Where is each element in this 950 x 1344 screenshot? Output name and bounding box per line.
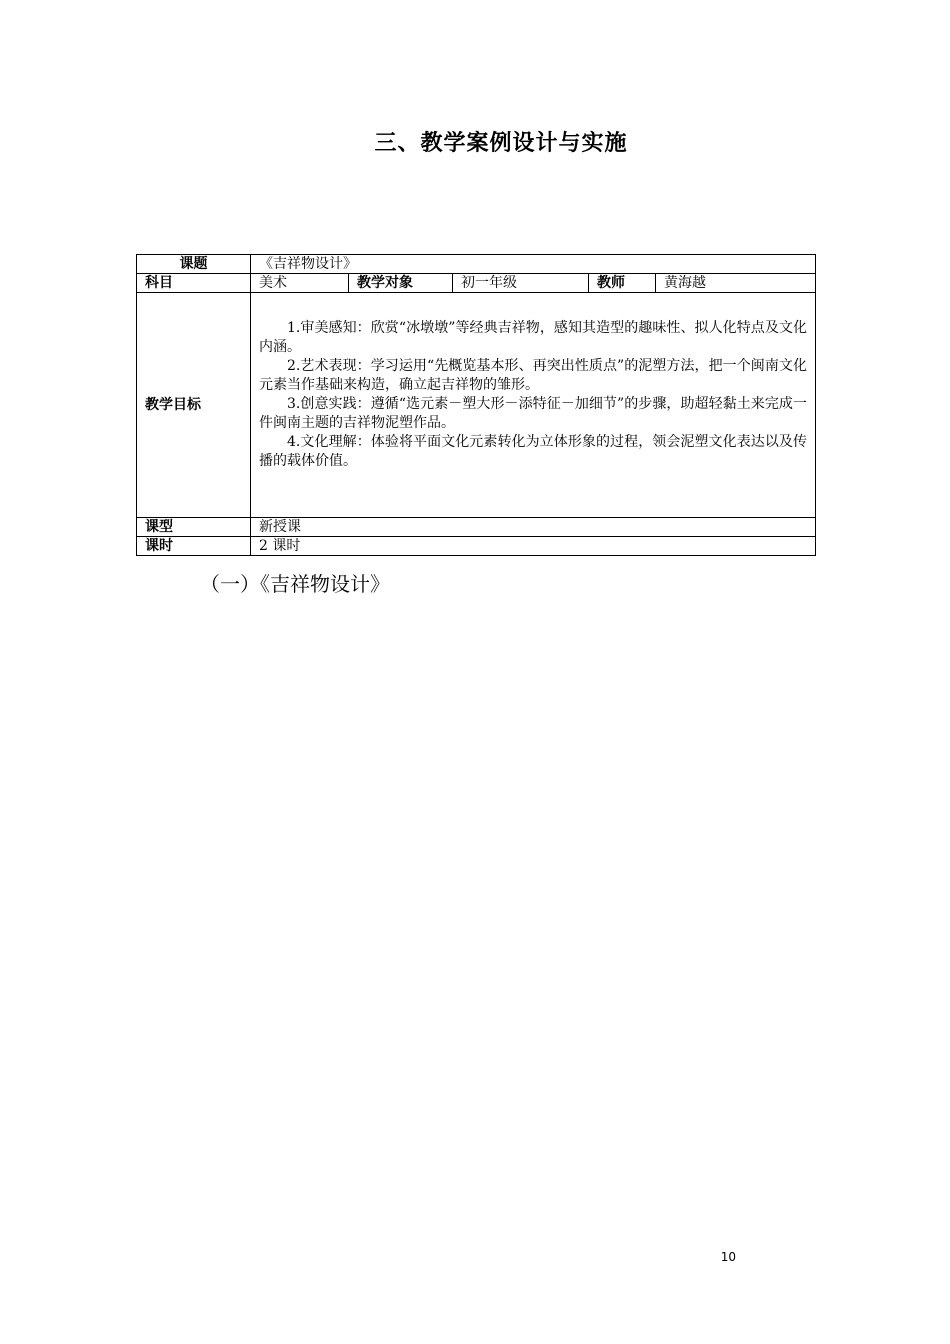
topic-value: 《吉祥物设计》 [251, 255, 816, 274]
table-row-lesson-type [137, 518, 816, 537]
goal-artistic: 2.艺术表现：学习运用“先概览基本形、再突出性质点”的泥塑方法，把一个闽南文化元素当作基础来构造，确立起吉祥物的雏形。 [259, 358, 807, 393]
table-row-goals [137, 293, 816, 518]
teacher-value: 黄海越 [656, 274, 816, 293]
topic-label: 课题 [137, 255, 251, 274]
hours-label: 课时 [137, 537, 251, 556]
page-number: 10 [720, 1250, 736, 1264]
subject-label: 科目 [137, 274, 251, 293]
goal-cultural: 4.文化理解：体验将平面文化元素转化为立体形象的过程，领会泥塑文化表达以及传播的载体价值。 [259, 434, 807, 469]
goal-aesthetic: 1.审美感知：欣赏“冰墩墩”等经典吉祥物，感知其造型的趣味性、拟人化特点及文化内涵。 [259, 320, 807, 355]
table-row-subject [137, 274, 816, 293]
audience-label: 教学对象 [349, 274, 453, 293]
section-heading: （一）《吉祥物设计》 [200, 572, 390, 596]
goal-creative: 3.创意实践：遵循“选元素－塑大形－添特征－加细节”的步骤，助超轻黏土来完成一件闽南主题的吉祥物泥塑作品。 [259, 396, 807, 431]
goals-cell [251, 293, 816, 518]
hours-value: 2 课时 [251, 537, 816, 556]
page-title: 三、教学案例设计与实施 [374, 131, 628, 156]
table-row-topic [137, 255, 816, 274]
subject-value: 美术 [251, 274, 349, 293]
goals-label: 教学目标 [137, 293, 251, 518]
teacher-label: 教师 [589, 274, 656, 293]
lesson-info-table [136, 254, 816, 556]
lesson-type-value: 新授课 [251, 518, 816, 537]
audience-value: 初一年级 [453, 274, 589, 293]
table-row-hours [137, 537, 816, 556]
lesson-type-label: 课型 [137, 518, 251, 537]
